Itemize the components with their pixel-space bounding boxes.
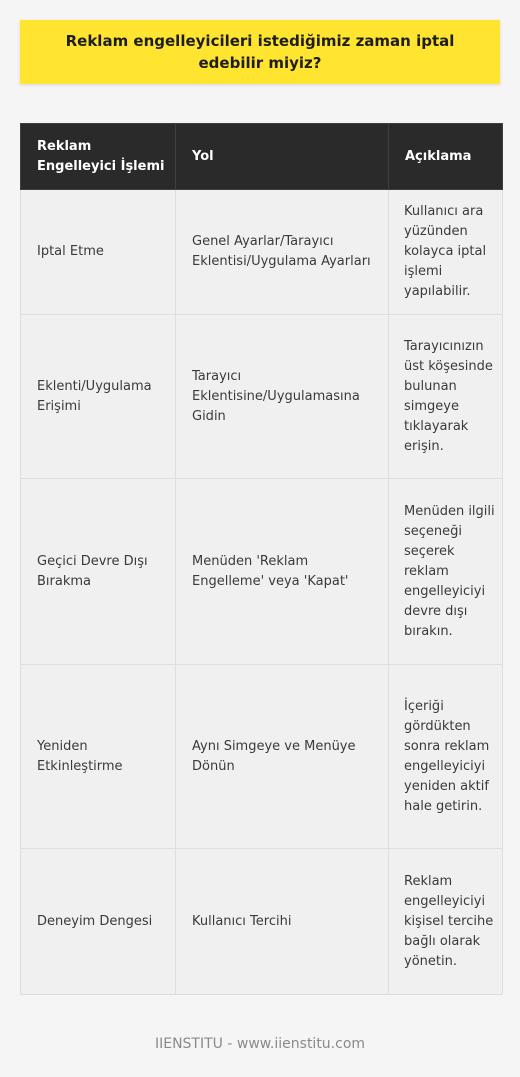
table-cell-operation: Eklenti/Uygulama Erişimi — [21, 315, 176, 479]
table-header-row — [21, 124, 503, 190]
table-cell-description: Kullanıcı ara yüzünden kolayca iptal işlemi yapılabilir. — [389, 190, 503, 315]
table-cell-operation: Deneyim Dengesi — [21, 849, 176, 995]
footer-credit: IIENSTITU - www.iienstitu.com — [154, 1036, 366, 1052]
table-row — [21, 849, 503, 995]
table-row — [21, 665, 503, 849]
table-cell-operation: Geçici Devre Dışı Bırakma — [21, 479, 176, 665]
table-cell-description: Reklam engelleyiciyi kişisel tercihe bağlı olarak yönetin. — [389, 849, 503, 995]
page-title — [20, 20, 500, 84]
table-cell-description: Tarayıcınızın üst köşesinde bulunan simgeye tıklayarak erişin. — [389, 315, 503, 479]
data-table — [20, 123, 503, 995]
column-header-operation: Reklam Engelleyici İşlemi — [21, 124, 176, 190]
table-cell-operation: Yeniden Etkinleştirme — [21, 665, 176, 849]
table-row — [21, 479, 503, 665]
table-row — [21, 315, 503, 479]
table-cell-operation: Iptal Etme — [21, 190, 176, 315]
table-cell-path: Genel Ayarlar/Tarayıcı Eklentisi/Uygulama Ayarları — [176, 190, 389, 315]
table-cell-path: Kullanıcı Tercihi — [176, 849, 389, 995]
table-cell-description: İçeriği gördükten sonra reklam engelleyiciyi yeniden aktif hale getirin. — [389, 665, 503, 849]
page-title-text: Reklam engelleyicileri istediğimiz zaman iptal edebilir miyiz? — [65, 32, 455, 72]
column-header-description: Açıklama — [389, 124, 503, 190]
table-row — [21, 190, 503, 315]
table-cell-path: Tarayıcı Eklentisine/Uygulamasına Gidin — [176, 315, 389, 479]
table-cell-path: Aynı Simgeye ve Menüye Dönün — [176, 665, 389, 849]
column-header-path: Yol — [176, 124, 389, 190]
table-cell-path: Menüden 'Reklam Engelleme' veya 'Kapat' — [176, 479, 389, 665]
table-container — [20, 123, 502, 995]
table-cell-description: Menüden ilgili seçeneği seçerek reklam engelleyiciyi devre dışı bırakın. — [389, 479, 503, 665]
